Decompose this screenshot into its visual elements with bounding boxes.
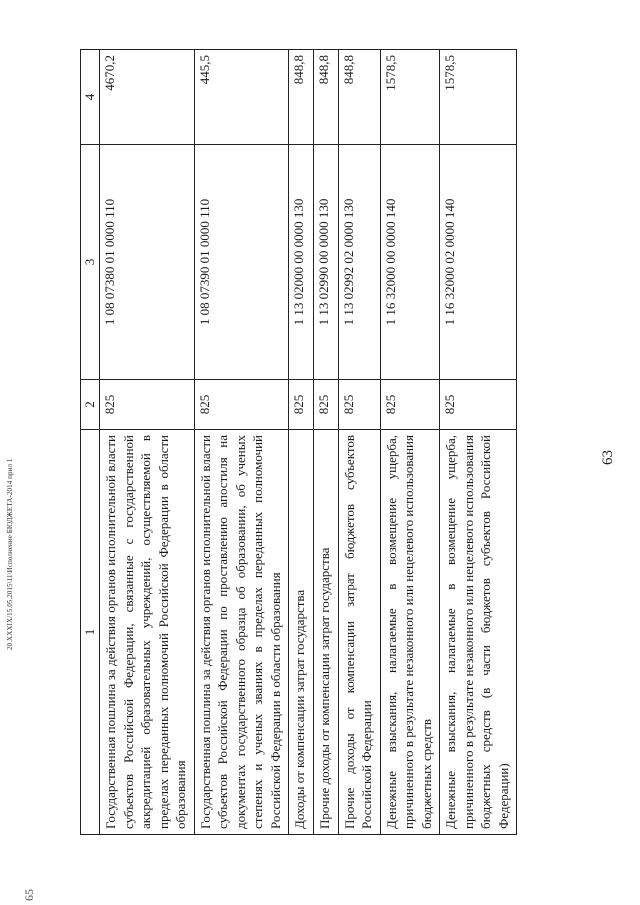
row-kbk: 1 13 02992 02 0000 130 bbox=[338, 145, 380, 380]
row-kbk: 1 08 07390 01 0000 110 bbox=[194, 145, 289, 380]
table-row bbox=[100, 50, 195, 835]
row-value: 848,8 bbox=[338, 50, 380, 145]
row-name: Прочие доходы от компенсации затрат бюджетов субъектов Российской Федерации bbox=[338, 430, 380, 835]
row-code: 825 bbox=[380, 380, 440, 430]
row-value: 1578,5 bbox=[380, 50, 440, 145]
row-value: 445,5 bbox=[194, 50, 289, 145]
row-value: 848,8 bbox=[289, 50, 314, 145]
header-col-4: 4 bbox=[81, 50, 100, 145]
row-code: 825 bbox=[194, 380, 289, 430]
table-row bbox=[440, 50, 517, 835]
stray-page-mark: 65 bbox=[22, 889, 36, 901]
table-row bbox=[314, 50, 339, 835]
header-col-1: 1 bbox=[81, 430, 100, 835]
header-col-3: 3 bbox=[81, 145, 100, 380]
revenue-table bbox=[80, 49, 517, 835]
row-kbk: 1 16 32000 02 0000 140 bbox=[440, 145, 517, 380]
header-col-2: 2 bbox=[81, 380, 100, 430]
row-kbk: 1 13 02990 00 0000 130 bbox=[314, 145, 339, 380]
table-row bbox=[289, 50, 314, 835]
row-name: Денежные взыскания, налагаемые в возмещение ущерба, причиненного в результате незаконного или нецелевого использования бюджетных средств (в части бюджетов субъектов Российской Федерации) bbox=[440, 430, 517, 835]
row-code: 825 bbox=[440, 380, 517, 430]
table-header-row bbox=[81, 50, 100, 835]
row-kbk: 1 16 32000 00 0000 140 bbox=[380, 145, 440, 380]
row-code: 825 bbox=[338, 380, 380, 430]
row-name: Прочие доходы от компенсации затрат государства bbox=[314, 430, 339, 835]
page-number: 63 bbox=[600, 450, 616, 465]
row-name: Доходы от компенсации затрат государства bbox=[289, 430, 314, 835]
row-code: 825 bbox=[314, 380, 339, 430]
table-row bbox=[380, 50, 440, 835]
table-row bbox=[194, 50, 289, 835]
row-name: Денежные взыскания, налагаемые в возмещение ущерба, причиненного в результате незаконного или нецелевого использования бюджетных средств bbox=[380, 430, 440, 835]
row-kbk: 1 08 07380 01 0000 110 bbox=[100, 145, 195, 380]
row-name: Государственная пошлина за действия органов исполнительной власти субъектов Российской Федерации, связанные с государственной аккредитацией образовательных учреждений, осуществляемой в пределах переданных полномочий Российской Федерации в области образования bbox=[100, 430, 195, 835]
row-kbk: 1 13 02000 00 0000 130 bbox=[289, 145, 314, 380]
row-code: 825 bbox=[289, 380, 314, 430]
table-row bbox=[338, 50, 380, 835]
row-value: 1578,5 bbox=[440, 50, 517, 145]
row-value: 848,8 bbox=[314, 50, 339, 145]
row-value: 4670,2 bbox=[100, 50, 195, 145]
row-code: 825 bbox=[100, 380, 195, 430]
row-name: Государственная пошлина за действия органов исполнительной власти субъектов Российской Федерации по проставлению апостиля на документах государственного образца об образовании, об ученых степенях и ученых званиях в пределах переданных полномочий Российской Федерации в области образования bbox=[194, 430, 289, 835]
footer-file-path: 20.XXXIX/15.05.2015\11\Исполнение БЮДЖЕТА-2014 прил 1 bbox=[6, 458, 14, 650]
